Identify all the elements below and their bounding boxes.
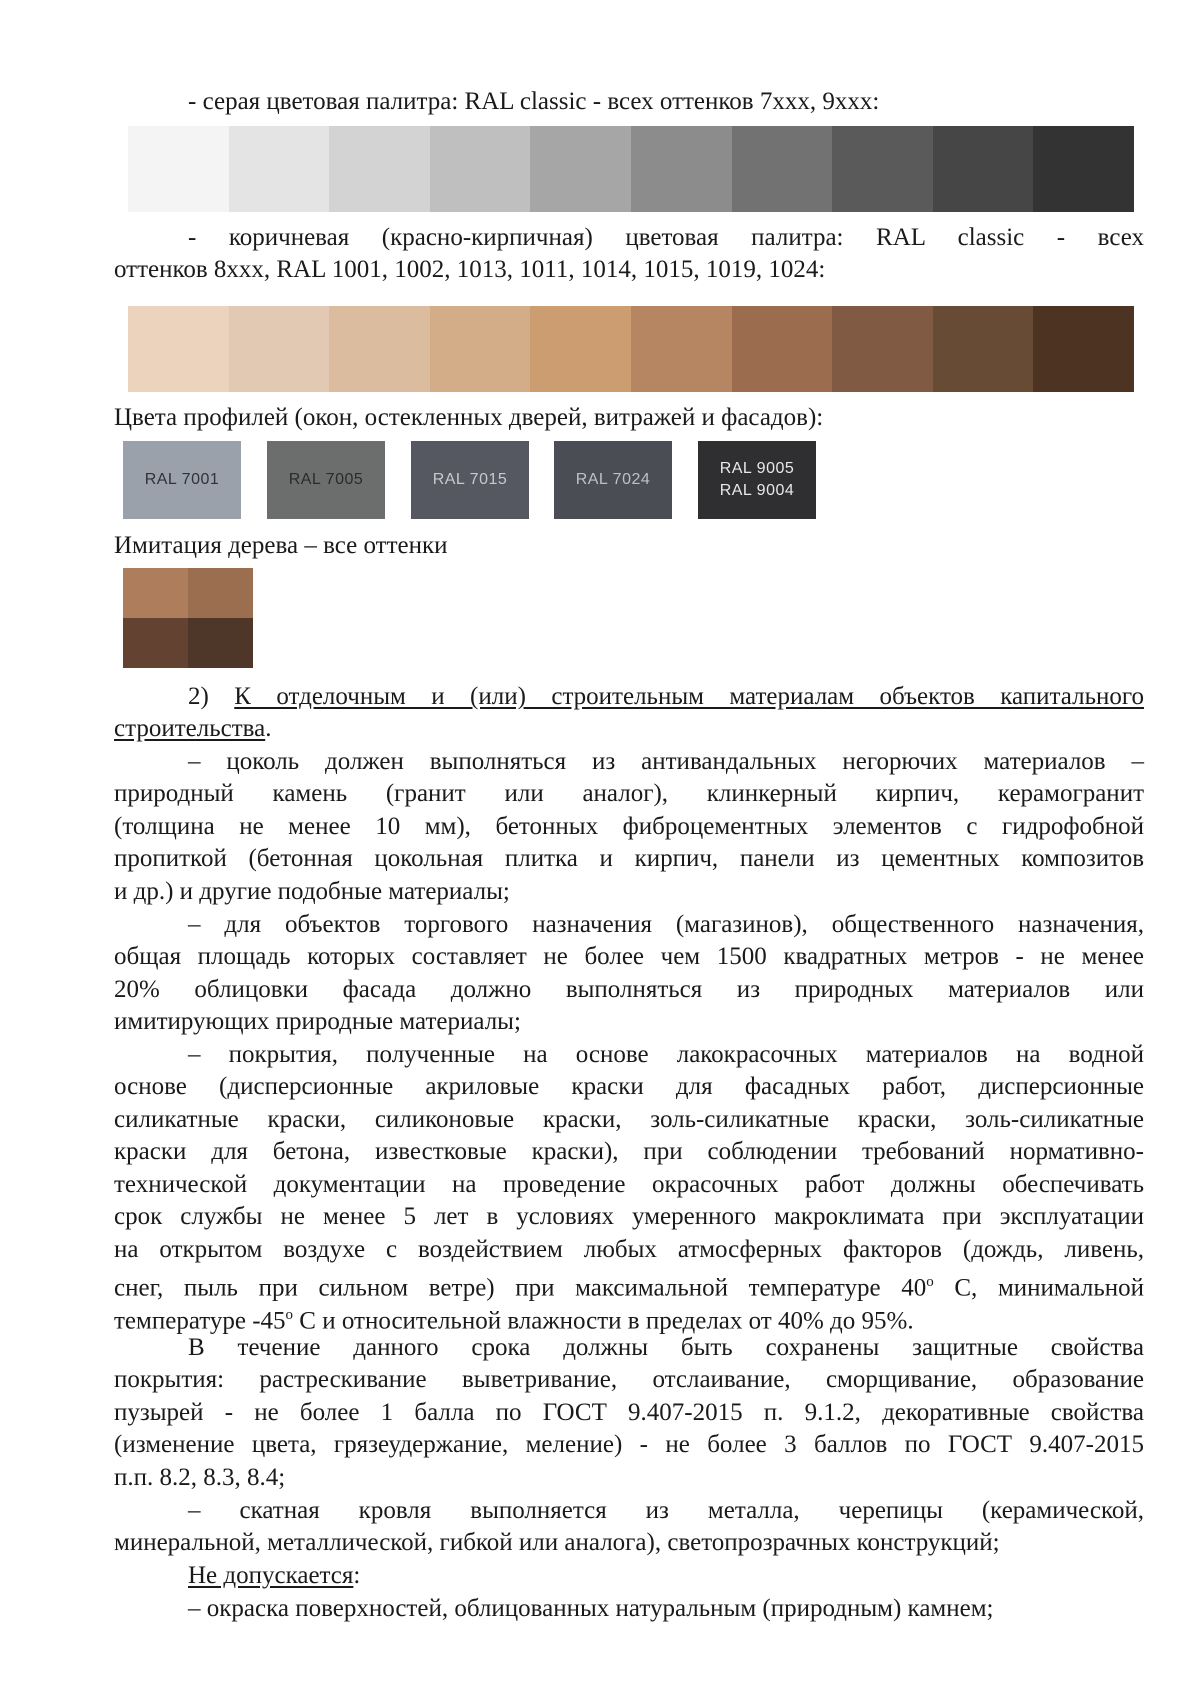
para-1-line-3: (толщина не менее 10 мм), бетонных фиброцементных элементов с гидрофобной [114, 813, 1144, 840]
wood-tone-2 [188, 568, 253, 618]
para-3-line-3: силикатные краски, силиконовые краски, золь-силикатные краски, золь-силикатные [114, 1106, 1144, 1133]
para-2-line-4: имитирующих природные материалы; [114, 1008, 521, 1035]
wood-imitation-swatch [123, 568, 253, 668]
section-number: 2) [188, 683, 235, 710]
grey-swatch-7 [732, 126, 833, 212]
para-3-line-8-b: С, минимальной [933, 1274, 1144, 1302]
para-2-line-1: – для объектов торгового назначения (магазинов), общественного назначения, [188, 911, 1144, 938]
profile-swatch-label: RAL 7005 [288, 471, 364, 488]
para-4-line-4: (изменение цвета, грязеудержание, меление) - не более 3 баллов по ГОСТ 9.407-2015 [114, 1431, 1144, 1458]
para-1-line-4: пропиткой (бетонная цокольная плитка и кирпич, панели из цементных композитов [114, 845, 1144, 872]
para-3-line-9-b: С и относительной влажности в пределах от 40% до 95%. [293, 1307, 914, 1335]
brown-palette-caption-line1: - коричневая (красно-кирпичная) цветовая палитра: RAL classic - всех [188, 224, 1144, 251]
para-4-line-5: п.п. 8.2, 8.3, 8.4; [114, 1464, 286, 1491]
para-3-line-2: основе (дисперсионные акриловые краски для фасадных работ, дисперсионные [114, 1073, 1144, 1100]
section-2-title-period: . [265, 715, 272, 742]
para-4-line-3: пузырей - не более 1 балла по ГОСТ 9.407-2015 п. 9.1.2, декоративные свойства [114, 1399, 1144, 1426]
brown-swatch-2 [229, 306, 330, 392]
profile-swatch-label: RAL 7024 [575, 471, 651, 488]
para-3-line-7: на открытом воздухе с воздействием любых атмосферных факторов (дождь, ливень, [114, 1236, 1144, 1263]
para-1-line-1: – цоколь должен выполняться из антивандальных негорючих материалов – [188, 748, 1144, 775]
grey-swatch-9 [933, 126, 1034, 212]
brown-swatch-8 [832, 306, 933, 392]
brown-swatch-9 [933, 306, 1034, 392]
profile-swatch [554, 441, 672, 519]
grey-swatch-3 [329, 126, 430, 212]
section-2-heading-end [114, 713, 1144, 746]
grey-swatch-5 [530, 126, 631, 212]
brown-swatch-1 [128, 306, 229, 392]
grey-palette-caption: - серая цветовая палитра: RAL classic - всех оттенков 7ххх, 9ххх: [188, 88, 880, 115]
section-2-title-end: строительства [114, 715, 266, 742]
brown-swatch-6 [631, 306, 732, 392]
para-5-line-2: минеральной, металлической, гибкой или аналога), светопрозрачных конструкций; [114, 1529, 1000, 1556]
grey-swatch-4 [430, 126, 531, 212]
brown-swatch-10 [1033, 306, 1134, 392]
not-allowed-heading [188, 1560, 1144, 1593]
para-3-line-5: технической документации на проведение окрасочных работ должны обеспечивать [114, 1171, 1144, 1198]
brown-palette-caption-line2: оттенков 8ххх, RAL 1001, 1002, 1013, 1011, 1014, 1015, 1019, 1024: [114, 256, 826, 283]
profile-swatch-label: RAL 9004 [719, 482, 795, 499]
grey-swatch-6 [631, 126, 732, 212]
grey-swatch-8 [832, 126, 933, 212]
para-3-line-8-a: снег, пыль при сильном ветре) при максимальной температуре 40 [114, 1274, 927, 1302]
brown-swatch-5 [530, 306, 631, 392]
profile-colors-title: Цвета профилей (окон, остекленных дверей, витражей и фасадов): [114, 404, 824, 431]
wood-tone-3 [123, 618, 188, 668]
degree-sign: o [285, 1307, 294, 1323]
para-5-line-1: – скатная кровля выполняется из металла, черепицы (керамической, [188, 1497, 1144, 1524]
para-3-line-1: – покрытия, полученные на основе лакокрасочных материалов на водной [188, 1041, 1144, 1068]
profile-swatch-label: RAL 7015 [432, 471, 508, 488]
profile-swatch [123, 441, 241, 519]
profile-swatch-label: RAL 7001 [144, 471, 220, 488]
grey-palette-strip [128, 126, 1134, 212]
para-6-line-1: – окраска поверхностей, облицованных натуральным (природным) камнем; [188, 1595, 994, 1622]
section-2-title: К отделочным и (или) строительным материалам объектов капитального [234, 683, 1144, 710]
para-4-line-2: покрытия: растрескивание выветривание, отслаивание, сморщивание, образование [114, 1366, 1144, 1393]
wood-imitation-title: Имитация дерева – все оттенки [114, 532, 448, 559]
grey-swatch-1 [128, 126, 229, 212]
profile-swatch [411, 441, 529, 519]
grey-swatch-2 [229, 126, 330, 212]
wood-tone-4 [188, 618, 253, 668]
profile-swatch-label: RAL 9005 [719, 460, 795, 477]
para-1-line-5: и др.) и другие подобные материалы; [114, 878, 510, 905]
para-3-line-4: краски для бетона, известковые краски), при соблюдении требований нормативно- [114, 1138, 1144, 1165]
section-2-heading [188, 681, 1144, 714]
grey-swatch-10 [1033, 126, 1134, 212]
wood-tone-1 [123, 568, 188, 618]
brown-swatch-3 [329, 306, 430, 392]
para-3-line-6: срок службы не менее 5 лет в условиях умеренного макроклимата при эксплуатации [114, 1203, 1144, 1230]
para-2-line-3: 20% облицовки фасада должно выполняться из природных материалов или [114, 976, 1144, 1003]
para-3-line-9-a: температуре -45 [114, 1307, 286, 1335]
not-allowed-label: Не допускается [188, 1562, 354, 1589]
brown-palette-strip [128, 306, 1134, 392]
profile-swatch [267, 441, 385, 519]
degree-sign: o [926, 1274, 934, 1290]
para-4-line-1: В течение данного срока должны быть сохранены защитные свойства [188, 1334, 1144, 1361]
profile-swatch [698, 441, 816, 519]
not-allowed-colon: : [353, 1562, 361, 1589]
brown-swatch-4 [430, 306, 531, 392]
brown-swatch-7 [732, 306, 833, 392]
para-1-line-2: природный камень (гранит или аналог), клинкерный кирпич, керамогранит [114, 780, 1144, 807]
para-2-line-2: общая площадь которых составляет не более чем 1500 квадратных метров - не менее [114, 943, 1144, 970]
